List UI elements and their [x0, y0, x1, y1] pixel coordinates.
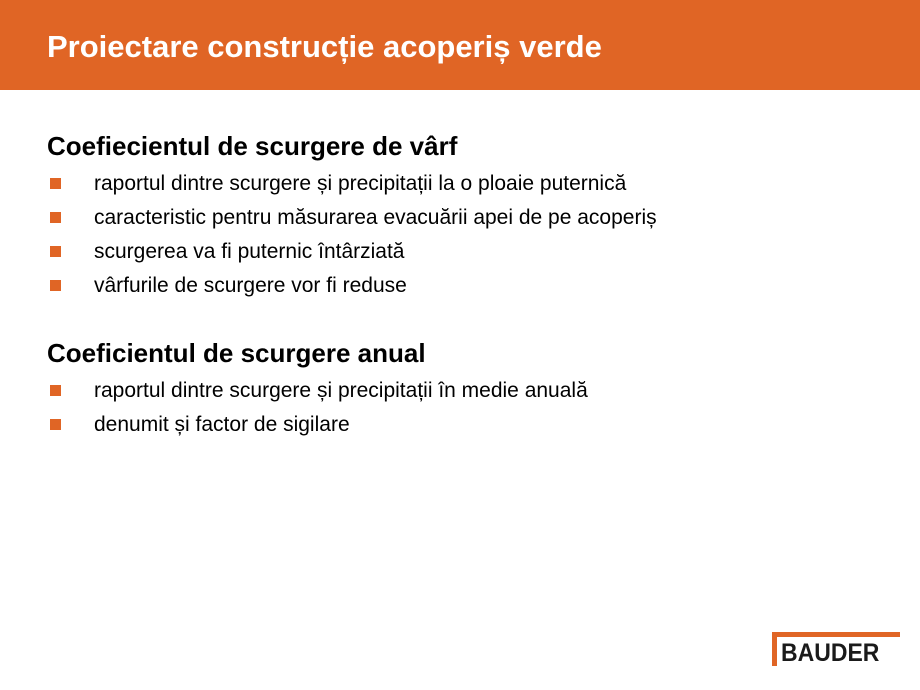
- bullet-list: [47, 374, 588, 442]
- bullet-list: [47, 167, 657, 303]
- logo-frame-left: [772, 632, 777, 666]
- square-bullet-icon: [50, 385, 61, 396]
- list-item: [47, 408, 426, 442]
- square-bullet-icon: [50, 280, 61, 291]
- title-bar: [0, 0, 920, 90]
- bullet-text: scurgerea va fi puternic întârziată: [94, 240, 405, 263]
- square-bullet-icon: [50, 419, 61, 430]
- section-heading: Coeficientul de scurgere anual: [47, 338, 426, 368]
- list-item: [47, 374, 588, 408]
- logo-frame-top: [772, 632, 900, 637]
- bauder-logo: [772, 632, 902, 668]
- bullet-text: raportul dintre scurgere și precipitații în medie anuală: [94, 379, 588, 402]
- section-annual-runoff-coefficient: [47, 336, 588, 442]
- bullet-text: denumit și factor de sigilare: [94, 413, 350, 436]
- logo-text: BAUDER: [781, 639, 880, 667]
- list-item: [47, 269, 457, 303]
- section-peak-runoff-coefficient: [47, 129, 657, 303]
- bullet-text: raportul dintre scurgere și precipitații la o ploaie puternică: [94, 172, 627, 195]
- slide-title: Proiectare construcție acoperiș verde: [47, 29, 602, 64]
- square-bullet-icon: [50, 178, 61, 189]
- section-heading: Coefiecientul de scurgere de vârf: [47, 131, 458, 161]
- square-bullet-icon: [50, 246, 61, 257]
- square-bullet-icon: [50, 212, 61, 223]
- list-item: [47, 235, 457, 269]
- list-item: [47, 167, 627, 201]
- bullet-text: caracteristic pentru măsurarea evacuării apei de pe acoperiș: [94, 206, 657, 229]
- bullet-text: vârfurile de scurgere vor fi reduse: [94, 274, 407, 297]
- list-item: [47, 201, 657, 235]
